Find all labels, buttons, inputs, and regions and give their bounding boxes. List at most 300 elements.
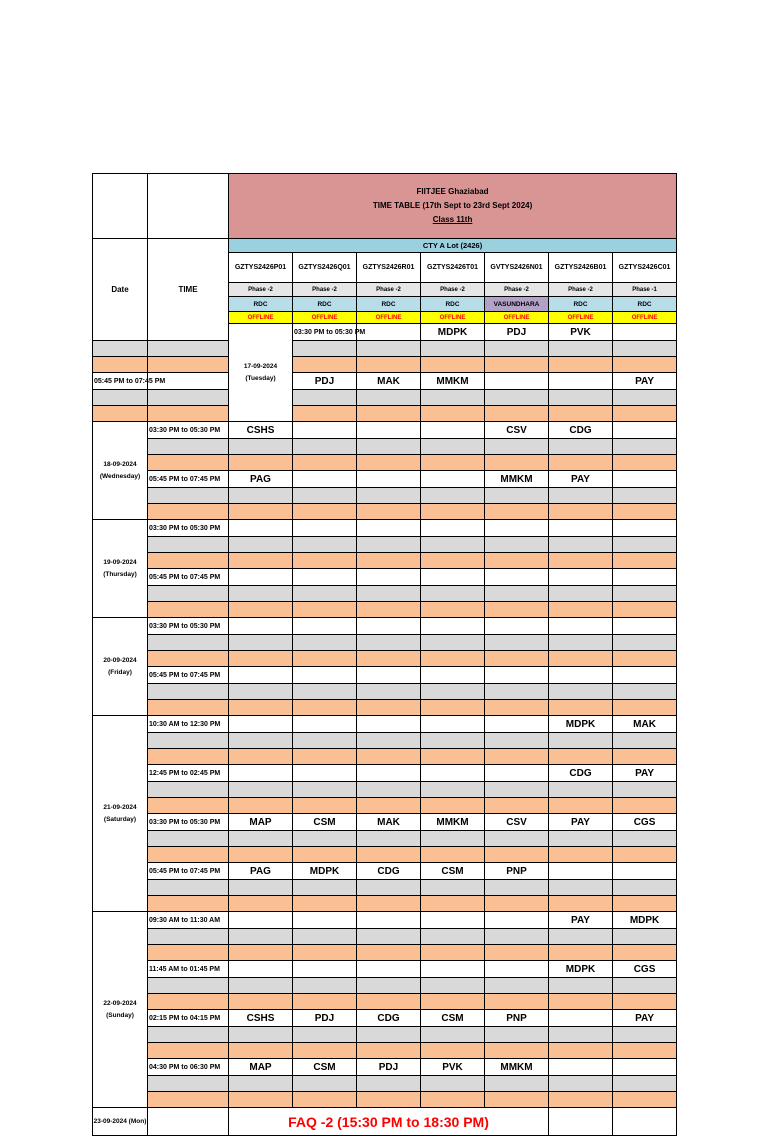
orange-separator-cell xyxy=(229,847,293,863)
slot-time: 05:45 PM to 07:45 PM xyxy=(148,471,229,488)
grey-spacer-cell xyxy=(357,831,421,847)
batch-phase: Phase -2 xyxy=(421,283,485,297)
grey-spacer-cell xyxy=(421,684,485,700)
orange-separator-cell xyxy=(549,847,613,863)
orange-separator-row xyxy=(93,749,677,765)
grey-spacer-cell xyxy=(549,1027,613,1043)
batch-mode: OFFLINE xyxy=(229,312,293,324)
grey-spacer-cell xyxy=(293,1076,357,1092)
faculty-cell xyxy=(229,716,293,733)
schedule-row xyxy=(93,373,677,390)
batch-mode: OFFLINE xyxy=(357,312,421,324)
orange-separator-cell xyxy=(357,504,421,520)
faculty-cell xyxy=(549,520,613,537)
lot-label: CTY A Lot (2426) xyxy=(229,239,677,253)
orange-separator-cell xyxy=(229,504,293,520)
day-date-cell xyxy=(229,324,293,422)
faculty-cell xyxy=(421,716,485,733)
faculty-cell xyxy=(613,863,677,880)
orange-separator-cell xyxy=(613,798,677,814)
orange-separator-cell xyxy=(549,651,613,667)
faculty-cell xyxy=(293,422,357,439)
grey-spacer-row xyxy=(93,684,677,700)
faculty-cell xyxy=(293,569,357,586)
faculty-cell: MAK xyxy=(357,373,421,390)
orange-separator-cell xyxy=(357,357,421,373)
faculty-cell xyxy=(229,765,293,782)
orange-separator-cell xyxy=(421,357,485,373)
faculty-cell xyxy=(357,667,421,684)
orange-separator-cell xyxy=(357,749,421,765)
grey-spacer-cell xyxy=(549,488,613,504)
faculty-cell: CDG xyxy=(357,1010,421,1027)
slot-time: 10:30 AM to 12:30 PM xyxy=(148,716,229,733)
orange-separator-cell xyxy=(421,994,485,1010)
slot-time: 09:30 AM to 11:30 AM xyxy=(148,912,229,929)
grey-spacer-cell xyxy=(293,635,357,651)
grey-spacer-cell xyxy=(549,733,613,749)
grey-spacer-cell xyxy=(549,390,613,406)
orange-separator-row xyxy=(93,651,677,667)
grey-spacer-cell xyxy=(357,782,421,798)
faculty-cell xyxy=(613,422,677,439)
orange-separator-cell xyxy=(549,1043,613,1059)
faculty-cell xyxy=(357,471,421,488)
grey-spacer-cell xyxy=(421,341,485,357)
faculty-cell xyxy=(613,618,677,635)
grey-spacer-cell xyxy=(357,488,421,504)
orange-separator-cell xyxy=(421,504,485,520)
grey-spacer-row xyxy=(93,733,677,749)
grey-spacer-row xyxy=(93,1027,677,1043)
orange-separator-cell xyxy=(357,700,421,716)
faculty-cell xyxy=(485,912,549,929)
faculty-cell xyxy=(229,569,293,586)
batch-mode: OFFLINE xyxy=(613,312,677,324)
faculty-cell xyxy=(229,961,293,978)
grey-spacer-cell xyxy=(357,341,421,357)
faculty-cell xyxy=(293,667,357,684)
grey-spacer-cell xyxy=(148,880,229,896)
faculty-cell xyxy=(485,765,549,782)
grey-spacer-cell xyxy=(485,1076,549,1092)
faculty-cell xyxy=(485,569,549,586)
batch-mode: OFFLINE xyxy=(485,312,549,324)
grey-spacer-cell xyxy=(293,341,357,357)
grey-spacer-cell xyxy=(613,831,677,847)
orange-separator-cell xyxy=(148,700,229,716)
orange-separator-cell xyxy=(357,798,421,814)
orange-separator-cell xyxy=(357,847,421,863)
faculty-cell: CSHS xyxy=(229,422,293,439)
grey-spacer-cell xyxy=(229,635,293,651)
orange-separator-cell xyxy=(229,602,293,618)
faculty-cell xyxy=(229,520,293,537)
grey-spacer-row xyxy=(93,880,677,896)
grey-spacer-cell xyxy=(549,439,613,455)
orange-separator-cell xyxy=(485,357,549,373)
orange-separator-cell xyxy=(613,455,677,471)
slot-time: 03:30 PM to 05:30 PM xyxy=(148,520,229,537)
schedule-row xyxy=(93,961,677,978)
faculty-cell: CSHS xyxy=(229,1010,293,1027)
faculty-cell: MAP xyxy=(229,814,293,831)
faculty-cell xyxy=(613,1059,677,1076)
grey-spacer-cell xyxy=(293,733,357,749)
orange-separator-cell xyxy=(485,504,549,520)
orange-separator-cell xyxy=(293,945,357,961)
grey-spacer-cell xyxy=(357,586,421,602)
orange-separator-cell xyxy=(549,602,613,618)
orange-separator-row xyxy=(93,994,677,1010)
grey-spacer-cell xyxy=(148,341,229,357)
orange-separator-cell xyxy=(229,749,293,765)
slot-time: 05:45 PM to 07:45 PM xyxy=(148,863,229,880)
orange-separator-cell xyxy=(421,455,485,471)
grey-spacer-row xyxy=(93,831,677,847)
batch-mode: OFFLINE xyxy=(421,312,485,324)
faculty-cell xyxy=(485,667,549,684)
grey-spacer-cell xyxy=(357,880,421,896)
orange-separator-cell xyxy=(613,504,677,520)
orange-separator-cell xyxy=(229,651,293,667)
faculty-cell: MAK xyxy=(357,814,421,831)
faculty-cell: MDPK xyxy=(421,324,485,341)
faculty-cell: MMKM xyxy=(485,1059,549,1076)
orange-separator-cell xyxy=(293,651,357,667)
batch-center: RDC xyxy=(421,297,485,312)
grey-spacer-row xyxy=(93,929,677,945)
corner-time-blank xyxy=(148,174,229,239)
faculty-cell xyxy=(357,422,421,439)
day-date-cell xyxy=(93,422,148,520)
grey-spacer-cell xyxy=(357,929,421,945)
grey-spacer-row xyxy=(93,635,677,651)
orange-separator-cell xyxy=(421,798,485,814)
faculty-cell xyxy=(357,618,421,635)
batch-center: RDC xyxy=(293,297,357,312)
grey-spacer-cell xyxy=(613,341,677,357)
faculty-cell: PDJ xyxy=(357,1059,421,1076)
faculty-cell: MAP xyxy=(229,1059,293,1076)
grey-spacer-row xyxy=(93,586,677,602)
orange-separator-cell xyxy=(485,847,549,863)
orange-separator-cell xyxy=(549,455,613,471)
orange-separator-cell xyxy=(613,1092,677,1108)
faculty-cell: CGS xyxy=(613,814,677,831)
faculty-cell: PVK xyxy=(549,324,613,341)
orange-separator-cell xyxy=(549,1092,613,1108)
faculty-cell: PVK xyxy=(421,1059,485,1076)
faculty-cell: CDG xyxy=(357,863,421,880)
faculty-cell xyxy=(549,373,613,390)
time-column-header: TIME xyxy=(148,239,229,341)
orange-separator-cell xyxy=(148,651,229,667)
grey-spacer-cell xyxy=(549,341,613,357)
grey-spacer-cell xyxy=(229,782,293,798)
grey-spacer-cell xyxy=(421,537,485,553)
faculty-cell xyxy=(229,618,293,635)
batch-phase: Phase -2 xyxy=(549,283,613,297)
faculty-cell xyxy=(229,912,293,929)
faculty-cell xyxy=(485,716,549,733)
grey-spacer-cell xyxy=(357,684,421,700)
grey-spacer-cell xyxy=(613,390,677,406)
grey-spacer-cell xyxy=(421,831,485,847)
grey-spacer-cell xyxy=(357,537,421,553)
batch-code: GZTYS2426P01 xyxy=(229,253,293,283)
faculty-cell: PAY xyxy=(613,1010,677,1027)
grey-spacer-cell xyxy=(229,586,293,602)
faculty-cell xyxy=(293,912,357,929)
grey-spacer-cell xyxy=(613,978,677,994)
faculty-cell xyxy=(421,422,485,439)
orange-separator-cell xyxy=(148,749,229,765)
grey-spacer-cell xyxy=(485,439,549,455)
grey-spacer-cell xyxy=(485,586,549,602)
faculty-cell xyxy=(357,324,421,341)
orange-separator-cell xyxy=(421,1092,485,1108)
orange-separator-cell xyxy=(229,1092,293,1108)
grey-spacer-cell xyxy=(357,439,421,455)
orange-separator-row xyxy=(93,896,677,912)
faculty-cell: MDPK xyxy=(613,912,677,929)
orange-separator-cell xyxy=(421,896,485,912)
faculty-cell xyxy=(293,716,357,733)
grey-spacer-cell xyxy=(421,880,485,896)
batch-center: RDC xyxy=(229,297,293,312)
orange-separator-cell xyxy=(613,357,677,373)
orange-separator-cell xyxy=(293,896,357,912)
orange-separator-cell xyxy=(148,553,229,569)
orange-separator-cell xyxy=(357,602,421,618)
orange-separator-cell xyxy=(148,602,229,618)
grey-spacer-cell xyxy=(148,537,229,553)
orange-separator-cell xyxy=(229,994,293,1010)
batch-code: GZTYS2426R01 xyxy=(357,253,421,283)
faq-note: FAQ -2 (15:30 PM to 18:30 PM) xyxy=(229,1108,549,1136)
grey-spacer-cell xyxy=(421,586,485,602)
title-block xyxy=(229,174,677,239)
orange-separator-cell xyxy=(613,406,677,422)
schedule-row xyxy=(93,618,677,635)
faculty-cell xyxy=(421,961,485,978)
schedule-row xyxy=(93,520,677,537)
orange-separator-cell xyxy=(485,994,549,1010)
grey-spacer-cell xyxy=(485,782,549,798)
faculty-cell: MDPK xyxy=(549,716,613,733)
grey-spacer-cell xyxy=(293,586,357,602)
orange-separator-cell xyxy=(549,504,613,520)
orange-separator-row xyxy=(93,798,677,814)
batch-phase: Phase -2 xyxy=(485,283,549,297)
faculty-cell: PAG xyxy=(229,863,293,880)
grey-spacer-cell xyxy=(229,831,293,847)
faculty-cell: MMKM xyxy=(421,373,485,390)
grey-spacer-cell xyxy=(293,880,357,896)
day-date-cell xyxy=(93,520,148,618)
batch-code: GZTYS2426Q01 xyxy=(293,253,357,283)
batch-code: GZTYS2426B01 xyxy=(549,253,613,283)
batch-center: RDC xyxy=(613,297,677,312)
faculty-cell xyxy=(485,373,549,390)
grey-spacer-cell xyxy=(293,684,357,700)
orange-separator-cell xyxy=(293,994,357,1010)
orange-separator-cell xyxy=(549,945,613,961)
grey-spacer-cell xyxy=(293,782,357,798)
grey-spacer-cell xyxy=(549,684,613,700)
orange-separator-cell xyxy=(549,896,613,912)
slot-time: 03:30 PM to 05:30 PM xyxy=(148,422,229,439)
grey-spacer-cell xyxy=(93,390,148,406)
orange-separator-cell xyxy=(293,700,357,716)
grey-spacer-cell xyxy=(93,341,148,357)
grey-spacer-cell xyxy=(357,390,421,406)
grey-spacer-cell xyxy=(421,635,485,651)
faculty-cell: PAY xyxy=(613,373,677,390)
grey-spacer-cell xyxy=(549,831,613,847)
slot-time: 04:30 PM to 06:30 PM xyxy=(148,1059,229,1076)
day-date: 17-09-2024 xyxy=(243,362,278,370)
faculty-cell xyxy=(421,765,485,782)
grey-spacer-cell xyxy=(421,1076,485,1092)
grey-spacer-row xyxy=(93,390,677,406)
orange-separator-cell xyxy=(421,749,485,765)
faculty-cell: PAY xyxy=(549,912,613,929)
grey-spacer-cell xyxy=(613,439,677,455)
orange-separator-cell xyxy=(293,553,357,569)
faculty-cell xyxy=(357,912,421,929)
grey-spacer-cell xyxy=(148,978,229,994)
orange-separator-cell xyxy=(93,357,148,373)
faculty-cell: PNP xyxy=(485,863,549,880)
orange-separator-cell xyxy=(93,406,148,422)
day-name: (Tuesday) xyxy=(245,374,276,382)
faculty-cell: CSM xyxy=(421,863,485,880)
orange-separator-cell xyxy=(485,945,549,961)
orange-separator-cell xyxy=(148,357,229,373)
schedule-row xyxy=(93,667,677,684)
orange-separator-cell xyxy=(148,1043,229,1059)
faq-blank-cell xyxy=(613,1108,677,1136)
grey-spacer-cell xyxy=(293,978,357,994)
faculty-cell xyxy=(613,471,677,488)
grey-spacer-cell xyxy=(485,341,549,357)
date-column-header: Date xyxy=(93,239,148,341)
orange-separator-cell xyxy=(357,651,421,667)
grey-spacer-cell xyxy=(485,537,549,553)
institute-title: FIITJEE Ghaziabad xyxy=(416,187,489,196)
faculty-cell xyxy=(357,569,421,586)
grey-spacer-cell xyxy=(293,488,357,504)
faculty-cell: PAG xyxy=(229,471,293,488)
orange-separator-cell xyxy=(485,896,549,912)
faculty-cell xyxy=(421,520,485,537)
day-name: (Saturday) xyxy=(103,815,137,823)
orange-separator-cell xyxy=(549,798,613,814)
grey-spacer-cell xyxy=(293,929,357,945)
orange-separator-cell xyxy=(293,602,357,618)
faculty-cell: PAY xyxy=(549,471,613,488)
faculty-cell xyxy=(421,471,485,488)
grey-spacer-cell xyxy=(148,439,229,455)
batch-center: VASUNDHARA xyxy=(485,297,549,312)
faculty-cell xyxy=(613,520,677,537)
orange-separator-cell xyxy=(613,553,677,569)
orange-separator-cell xyxy=(293,455,357,471)
faculty-cell: CSV xyxy=(485,814,549,831)
orange-separator-row xyxy=(93,357,677,373)
batch-code: GVTYS2426N01 xyxy=(485,253,549,283)
faculty-cell xyxy=(485,618,549,635)
schedule-row xyxy=(93,1010,677,1027)
orange-separator-cell xyxy=(549,357,613,373)
schedule-row xyxy=(93,1059,677,1076)
day-date: 19-09-2024 xyxy=(103,558,137,566)
orange-separator-cell xyxy=(357,1043,421,1059)
faculty-cell: PDJ xyxy=(293,373,357,390)
faq-time-blank xyxy=(148,1108,229,1136)
orange-separator-cell xyxy=(229,798,293,814)
faculty-cell xyxy=(549,618,613,635)
batch-phase: Phase -2 xyxy=(229,283,293,297)
orange-separator-cell xyxy=(229,945,293,961)
grey-spacer-cell xyxy=(421,978,485,994)
orange-separator-cell xyxy=(421,602,485,618)
orange-separator-cell xyxy=(613,847,677,863)
slot-time: 05:45 PM to 07:45 PM xyxy=(148,569,229,586)
faculty-cell xyxy=(293,471,357,488)
orange-separator-cell xyxy=(613,994,677,1010)
grey-spacer-cell xyxy=(549,586,613,602)
faculty-cell xyxy=(549,863,613,880)
day-date-cell xyxy=(93,716,148,912)
orange-separator-cell xyxy=(293,504,357,520)
grey-spacer-cell xyxy=(293,831,357,847)
grey-spacer-cell xyxy=(485,488,549,504)
orange-separator-cell xyxy=(148,455,229,471)
faculty-cell xyxy=(485,520,549,537)
batch-code: GZTYS2426T01 xyxy=(421,253,485,283)
day-date: 21-09-2024 xyxy=(103,803,137,811)
orange-separator-row xyxy=(93,553,677,569)
orange-separator-row xyxy=(93,602,677,618)
orange-separator-cell xyxy=(148,1092,229,1108)
orange-separator-cell xyxy=(485,602,549,618)
grey-spacer-cell xyxy=(229,880,293,896)
orange-separator-cell xyxy=(421,1043,485,1059)
faculty-cell: CSM xyxy=(421,1010,485,1027)
orange-separator-cell xyxy=(357,896,421,912)
orange-separator-cell xyxy=(293,406,357,422)
orange-separator-cell xyxy=(148,504,229,520)
faculty-cell: CGS xyxy=(613,961,677,978)
grey-spacer-cell xyxy=(148,586,229,602)
batch-phase: Phase -1 xyxy=(613,283,677,297)
grey-spacer-cell xyxy=(485,978,549,994)
schedule-row xyxy=(93,422,677,439)
grey-spacer-cell xyxy=(421,782,485,798)
slot-time: 05:45 PM to 07:45 PM xyxy=(93,373,148,390)
grey-spacer-cell xyxy=(148,1076,229,1092)
orange-separator-cell xyxy=(549,553,613,569)
grey-spacer-cell xyxy=(293,439,357,455)
orange-separator-cell xyxy=(293,798,357,814)
slot-time: 03:30 PM to 05:30 PM xyxy=(293,324,357,341)
grey-spacer-cell xyxy=(549,782,613,798)
orange-separator-cell xyxy=(357,994,421,1010)
grey-spacer-cell xyxy=(549,929,613,945)
